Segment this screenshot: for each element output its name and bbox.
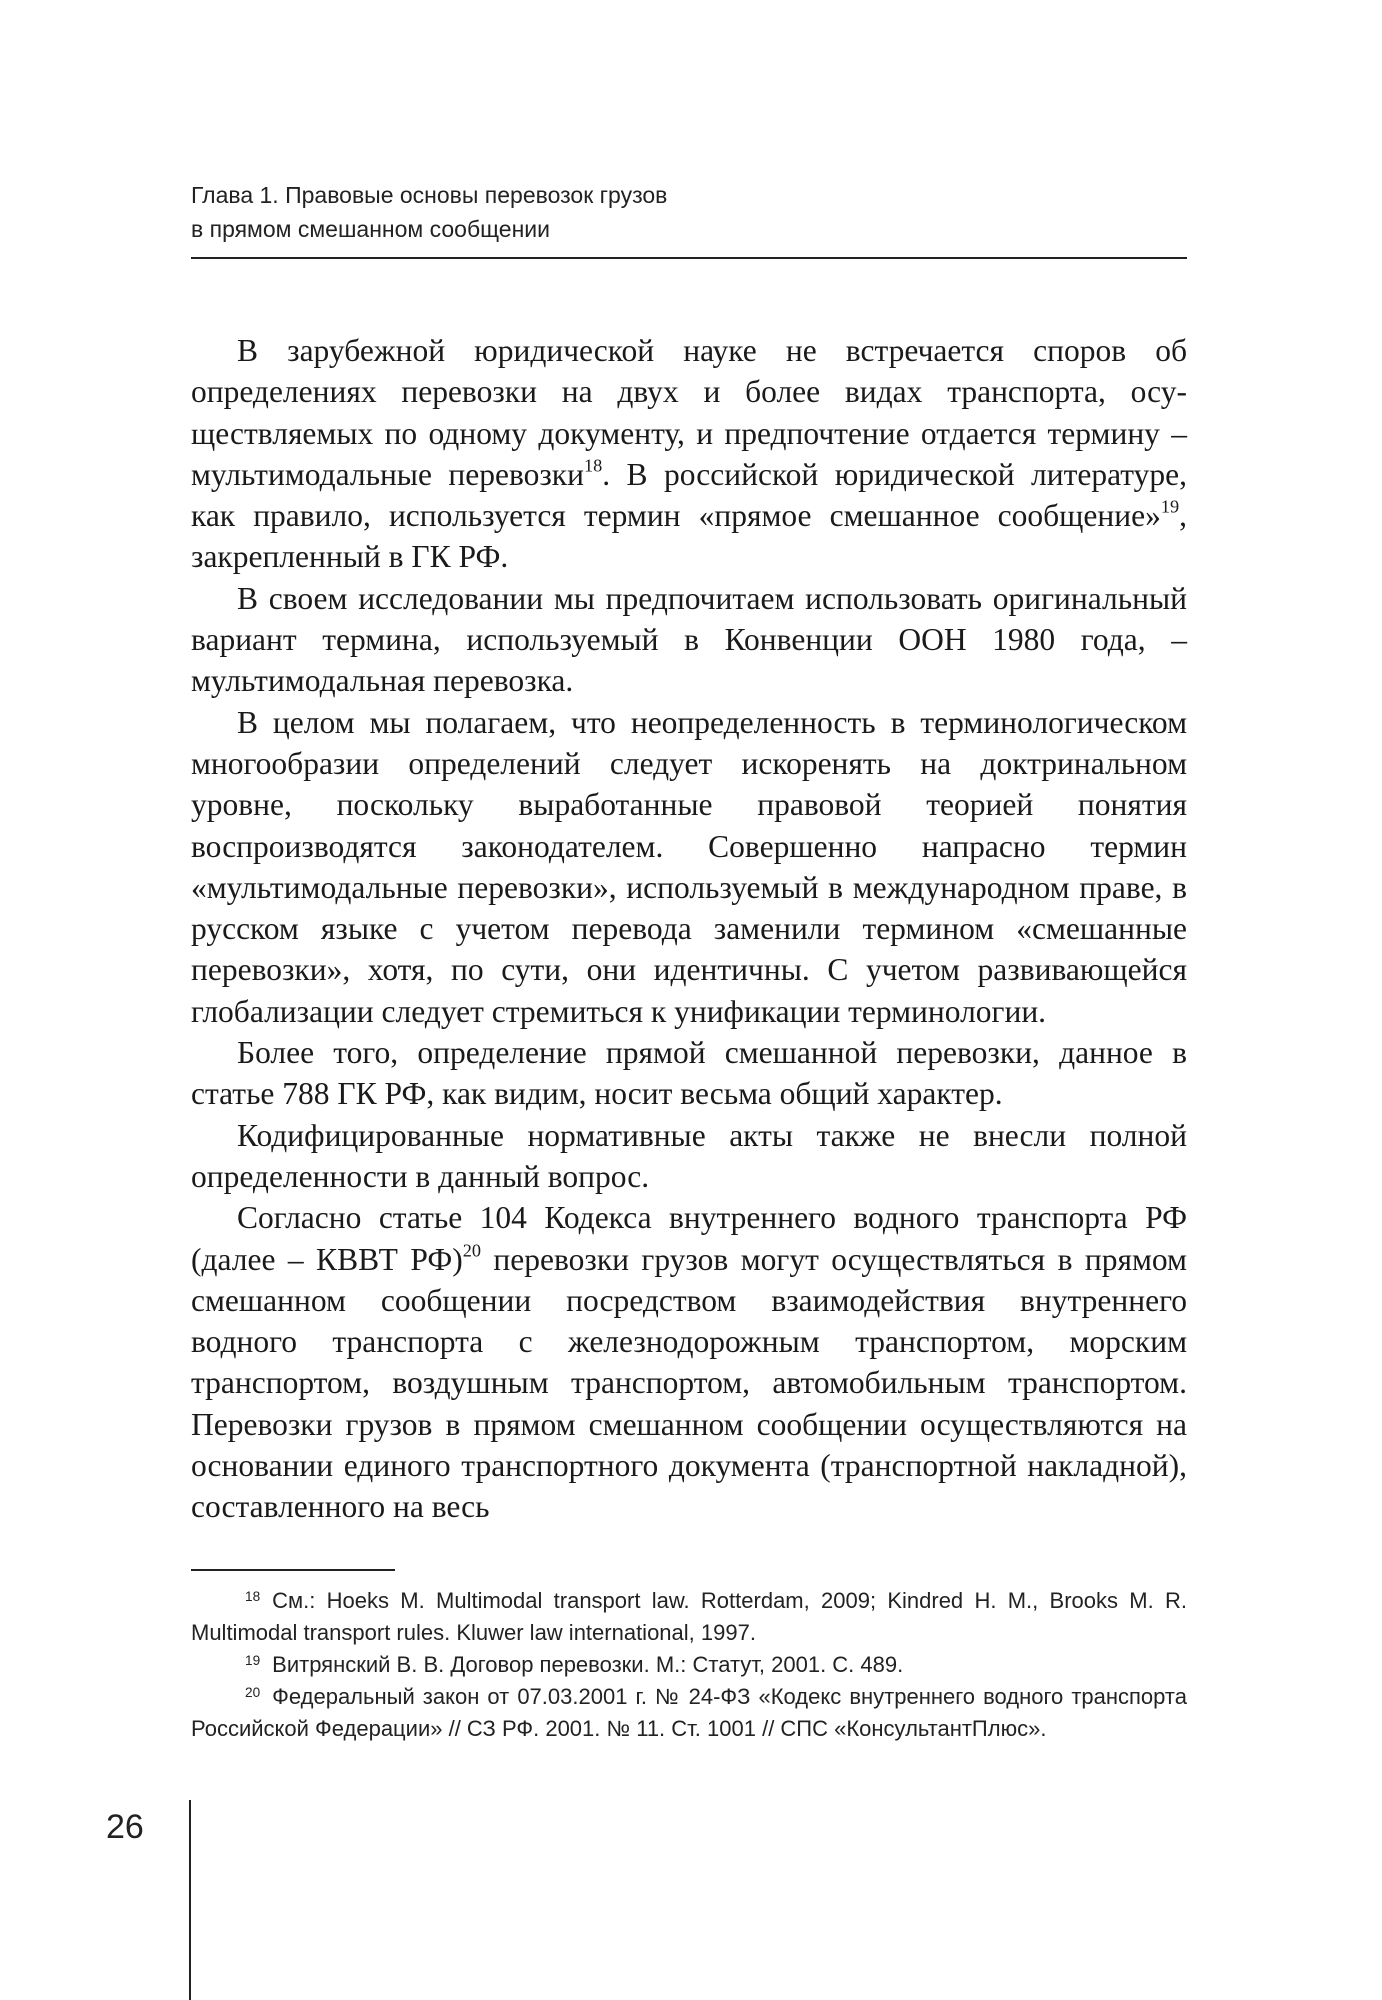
- margin-rule: [189, 1800, 191, 2000]
- footnote-19: [191, 1649, 1187, 1681]
- footnote-20-text: Федеральный закон от 07.03.2001 г. № 24-ФЗ «Кодекс внутреннего водного транспорта Российской Федерации» // СЗ РФ. 2001. № 11. Ст. 1001 // СПС «КонсультантПлюс».: [191, 1684, 1187, 1741]
- footnote-20-number: 20: [245, 1684, 261, 1700]
- paragraph-4-text: Более того, определение прямой смешанной перевозки, данное в статье 788 ГК РФ, как видим, носит весьма общий характер.: [191, 1035, 1187, 1112]
- paragraph-1: [191, 330, 1187, 578]
- running-header-line-2: в прямом смешанном сообщении: [191, 216, 550, 242]
- paragraph-5: [191, 1115, 1187, 1198]
- running-header-line-1: Глава 1. Правовые основы перевозок грузов: [191, 182, 668, 208]
- page-number: 26: [106, 1808, 144, 1846]
- running-header: [191, 178, 1187, 246]
- footnote-18-number: 18: [245, 1588, 261, 1604]
- footnote-ref-19: 19: [1160, 496, 1180, 517]
- paragraph-1-text-c: , закрепленный в ГК РФ.: [191, 498, 1187, 575]
- paragraph-2: [191, 578, 1187, 702]
- paragraph-4: [191, 1032, 1187, 1115]
- paragraph-2-text: В своем исследовании мы предпочитаем использовать оригинальный вариант термина, используемый в Конвенции ООН 1980 года, – мультимодальная перевозка.: [191, 580, 1187, 699]
- footnote-ref-20: 20: [462, 1239, 481, 1260]
- paragraph-3-text: В целом мы полагаем, что неопределенность в терминологическом многообразии определений следует искоренять на доктринальном уровне, поскольку выработанные правовой теорией понятия воспроизводятся законодателем. Совершенно напрасно термин «мультимодальные перевозки», используемый в международном праве, в русском языке с учетом перевода заменили термином «смешанные перевозки», хотя, по сути, они идентичны. С учетом развивающейся глобализации следует стремиться к унификации терминологии.: [191, 704, 1187, 1029]
- paragraph-6-text-b: перевозки грузов могут осуществляться в прямом смешанном сообщении посредством взаимодействия внутреннего водного транспорта с железнодорожным транспортом, морским транспортом, воздушным транспортом, автомобильным транспортом. Перевозки грузов в прямом смешанном сообщении осуществляются на основании единого транспортного документа (транспортной накладной), составленного на весь: [191, 1241, 1187, 1525]
- paragraph-1-text-b: . В российской юридической литературе, как правило, используется термин «прямое смешанное сообщение»: [191, 456, 1187, 534]
- footnote-19-text: Витрянский В. В. Договор перевозки. М.: Статут, 2001. С. 489.: [272, 1652, 904, 1677]
- body-text: [191, 330, 1187, 1528]
- paragraph-6-text-a: Согласно статье 104 Кодекса внутреннего водного транспорта РФ (далее – КВВТ РФ): [191, 1200, 1187, 1277]
- paragraph-1-text-a: В зарубежной юридической науке не встречается споров об определениях перевозки на двух и более видах транспорта, осуществляемых по одному документу, и предпочтение отдается термину – мультимодальные перевозки: [191, 333, 1187, 492]
- paragraph-5-text: Кодифицированные нормативные акты также не внесли полной определенности в данный вопрос.: [191, 1117, 1187, 1194]
- footnote-19-number: 19: [245, 1652, 261, 1668]
- header-rule: [191, 257, 1187, 259]
- paragraph-6: [191, 1197, 1187, 1527]
- footnote-separator: [191, 1569, 395, 1571]
- footnote-ref-18: 18: [583, 455, 603, 476]
- footnote-18: [191, 1585, 1187, 1649]
- paragraph-3: [191, 702, 1187, 1032]
- footnotes: [191, 1585, 1187, 1745]
- footnote-18-text: См.: Hoeks M. Multimodal transport law. Rotterdam, 2009; Kindred H. M., Brooks M. R. Multimodal transport rules. Kluwer law international, 1997.: [191, 1588, 1187, 1645]
- footnote-20: [191, 1681, 1187, 1745]
